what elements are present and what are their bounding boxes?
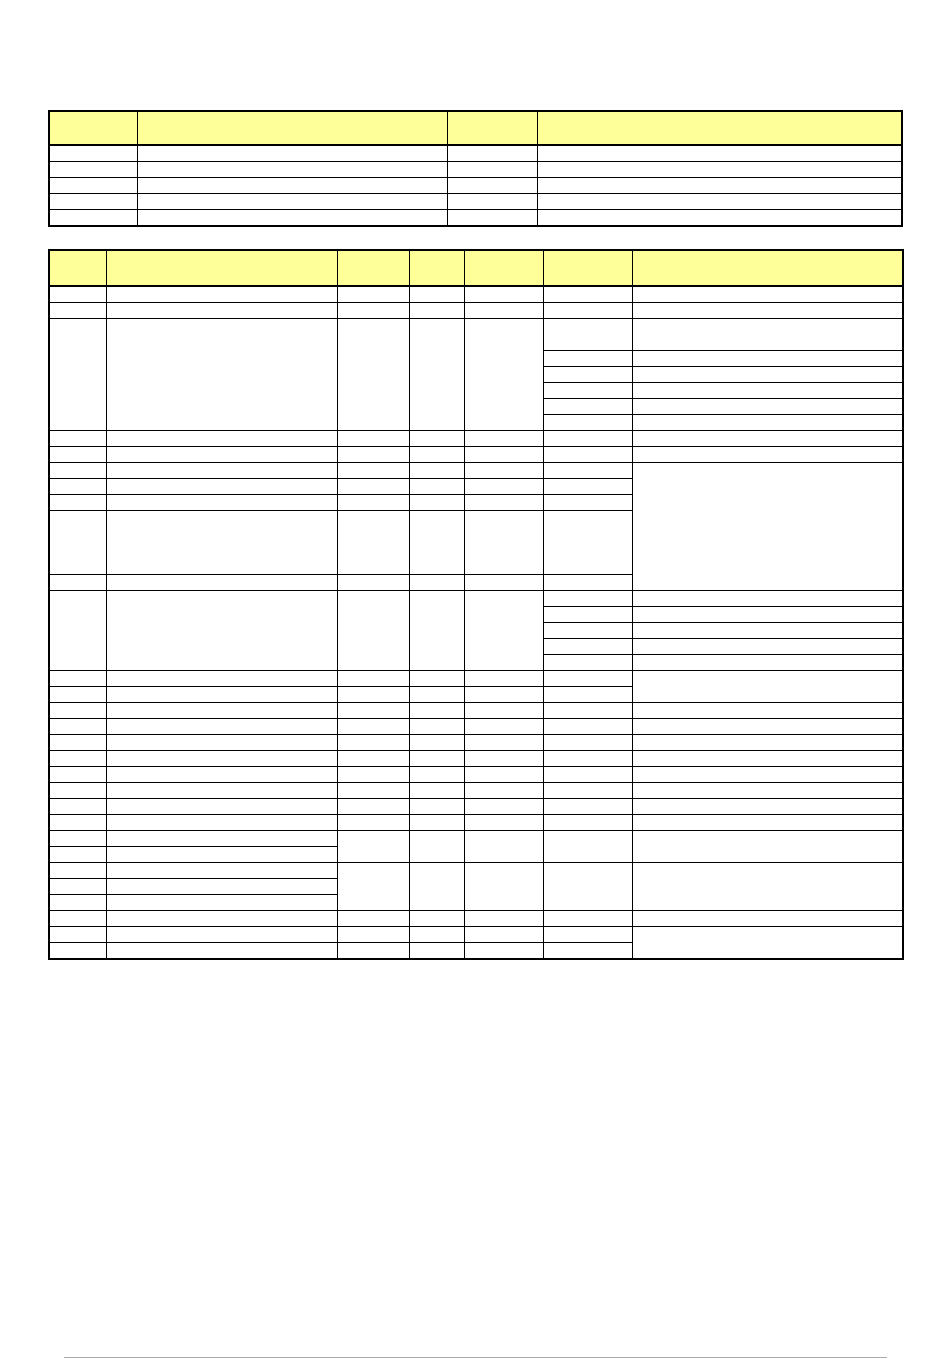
table-cell (543, 927, 632, 943)
column-header (543, 250, 632, 286)
table-cell (464, 767, 543, 783)
table-cell (49, 671, 106, 687)
table-cell (409, 479, 464, 495)
table-cell (409, 911, 464, 927)
table-row (49, 719, 903, 735)
table-cell (464, 479, 543, 495)
column-header (447, 111, 537, 145)
table-cell (543, 863, 632, 911)
table-cell (106, 511, 337, 575)
table-cell (106, 671, 337, 687)
footer-divider (64, 1357, 887, 1358)
table-cell (49, 447, 106, 463)
table-row (49, 815, 903, 831)
table-row (49, 210, 902, 227)
table-cell (49, 847, 106, 863)
table-cell (49, 286, 106, 303)
table-cell (464, 303, 543, 319)
table-cell (543, 399, 632, 415)
table-cell (543, 751, 632, 767)
table-cell (49, 575, 106, 591)
table-cell (632, 639, 903, 655)
table-cell (49, 145, 137, 162)
table-cell (49, 927, 106, 943)
table-cell (337, 687, 409, 703)
table-cell (106, 479, 337, 495)
table-cell (543, 575, 632, 591)
table-cell (409, 591, 464, 671)
table-cell (409, 286, 464, 303)
table-cell (543, 815, 632, 831)
table-cell (49, 479, 106, 495)
table-cell (464, 719, 543, 735)
table-cell (409, 575, 464, 591)
table-cell (632, 607, 903, 623)
table-cell (464, 863, 543, 911)
table-cell (632, 383, 903, 399)
table-cell (409, 927, 464, 943)
table-cell (543, 639, 632, 655)
table-cell (543, 495, 632, 511)
table-cell (337, 671, 409, 687)
table-cell (49, 162, 137, 178)
table-cell (632, 463, 903, 591)
table-cell (543, 783, 632, 799)
table-cell (337, 767, 409, 783)
table-cell (137, 178, 447, 194)
table-row (49, 447, 903, 463)
table-cell (409, 815, 464, 831)
table-cell (543, 607, 632, 623)
table-cell (537, 210, 902, 227)
table-cell (106, 719, 337, 735)
table-cell (409, 511, 464, 575)
table-cell (409, 671, 464, 687)
table-cell (464, 751, 543, 767)
table-cell (106, 863, 337, 879)
table-cell (337, 751, 409, 767)
table-cell (106, 911, 337, 927)
table-cell (543, 415, 632, 431)
table-cell (464, 319, 543, 431)
table-cell (409, 703, 464, 719)
table-cell (49, 431, 106, 447)
table-cell (106, 463, 337, 479)
table-cell (543, 943, 632, 960)
table-cell (106, 815, 337, 831)
table-cell (632, 351, 903, 367)
table-cell (632, 367, 903, 383)
table-cell (543, 383, 632, 399)
table-cell (106, 687, 337, 703)
table-cell (106, 767, 337, 783)
table-row (49, 831, 903, 847)
table-cell (337, 911, 409, 927)
table-cell (632, 863, 903, 911)
table-cell (447, 178, 537, 194)
header-row (49, 250, 903, 286)
table-cell (464, 286, 543, 303)
table-cell (106, 735, 337, 751)
table-cell (632, 751, 903, 767)
table-cell (49, 943, 106, 960)
header-info-table (48, 110, 903, 227)
header-row (49, 111, 902, 145)
table-cell (337, 927, 409, 943)
table-row (49, 463, 903, 479)
table-cell (543, 431, 632, 447)
table-cell (464, 943, 543, 960)
table-cell (543, 286, 632, 303)
table-cell (337, 831, 409, 863)
table-cell (49, 879, 106, 895)
table-cell (464, 703, 543, 719)
table-cell (464, 511, 543, 575)
table-row (49, 591, 903, 607)
table-cell (137, 210, 447, 227)
table-cell (464, 463, 543, 479)
table-cell (537, 145, 902, 162)
column-header (632, 250, 903, 286)
table-cell (464, 911, 543, 927)
table-cell (49, 463, 106, 479)
table-cell (106, 575, 337, 591)
table-cell (632, 415, 903, 431)
table-cell (409, 303, 464, 319)
table-cell (49, 687, 106, 703)
table-row (49, 286, 903, 303)
table-cell (106, 879, 337, 895)
column-header (409, 250, 464, 286)
table-cell (106, 495, 337, 511)
table-cell (632, 799, 903, 815)
table-cell (632, 655, 903, 671)
table-cell (49, 751, 106, 767)
table-cell (543, 367, 632, 383)
table-cell (49, 591, 106, 671)
column-header (49, 250, 106, 286)
table-cell (537, 194, 902, 210)
table-cell (632, 447, 903, 463)
table-cell (632, 399, 903, 415)
table-cell (49, 495, 106, 511)
table-cell (106, 799, 337, 815)
table-cell (337, 863, 409, 911)
table-cell (106, 286, 337, 303)
table-cell (49, 719, 106, 735)
table-cell (409, 799, 464, 815)
table-cell (337, 575, 409, 591)
table-cell (464, 671, 543, 687)
table-cell (409, 319, 464, 431)
table-row (49, 319, 903, 351)
table-cell (337, 783, 409, 799)
table-cell (543, 703, 632, 719)
table-cell (537, 178, 902, 194)
item-detail-table (48, 249, 904, 960)
table-cell (447, 210, 537, 227)
table-cell (447, 145, 537, 162)
table-cell (632, 319, 903, 351)
table-cell (409, 447, 464, 463)
table-cell (409, 719, 464, 735)
table-cell (409, 735, 464, 751)
table-cell (337, 799, 409, 815)
table-cell (409, 495, 464, 511)
table-cell (409, 767, 464, 783)
table-cell (137, 194, 447, 210)
table-cell (49, 303, 106, 319)
table-cell (106, 943, 337, 960)
table-cell (409, 463, 464, 479)
table-row (49, 178, 902, 194)
table-row (49, 927, 903, 943)
table-cell (543, 319, 632, 351)
table-cell (464, 687, 543, 703)
table-cell (49, 831, 106, 847)
table-cell (543, 351, 632, 367)
table-cell (543, 719, 632, 735)
table-cell (632, 623, 903, 639)
table-cell (543, 911, 632, 927)
table-cell (337, 479, 409, 495)
table-row (49, 303, 903, 319)
table-cell (447, 194, 537, 210)
table-cell (106, 831, 337, 847)
table-row (49, 767, 903, 783)
table-cell (106, 895, 337, 911)
table-cell (49, 703, 106, 719)
table-cell (106, 447, 337, 463)
table-cell (137, 145, 447, 162)
table-cell (632, 927, 903, 960)
table-cell (632, 831, 903, 863)
column-header (337, 250, 409, 286)
table-cell (337, 735, 409, 751)
table-cell (543, 623, 632, 639)
table-cell (49, 767, 106, 783)
table-cell (337, 431, 409, 447)
column-header (537, 111, 902, 145)
table-cell (632, 671, 903, 703)
table-row (49, 671, 903, 687)
table-cell (543, 479, 632, 495)
table-cell (543, 687, 632, 703)
table-cell (137, 162, 447, 178)
table-cell (337, 319, 409, 431)
column-header (49, 111, 137, 145)
table-cell (337, 943, 409, 960)
table-cell (49, 210, 137, 227)
table-row (49, 751, 903, 767)
table-cell (543, 511, 632, 575)
table-cell (49, 319, 106, 431)
table-cell (337, 447, 409, 463)
table-cell (632, 911, 903, 927)
table-cell (49, 799, 106, 815)
table-cell (543, 655, 632, 671)
table-cell (632, 815, 903, 831)
table-cell (106, 927, 337, 943)
table-cell (49, 735, 106, 751)
table-row (49, 194, 902, 210)
table-cell (632, 286, 903, 303)
table-cell (543, 767, 632, 783)
table-cell (632, 783, 903, 799)
table-cell (409, 783, 464, 799)
table-row (49, 863, 903, 879)
table-cell (543, 671, 632, 687)
table-cell (337, 815, 409, 831)
table-cell (632, 591, 903, 607)
table-cell (106, 847, 337, 863)
table-cell (537, 162, 902, 178)
table-cell (632, 703, 903, 719)
table-cell (464, 831, 543, 863)
table-cell (106, 591, 337, 671)
table-cell (106, 431, 337, 447)
table-cell (632, 303, 903, 319)
table-cell (409, 863, 464, 911)
table-cell (464, 927, 543, 943)
column-header (137, 111, 447, 145)
table-cell (337, 303, 409, 319)
table-cell (409, 831, 464, 863)
table-cell (464, 783, 543, 799)
table-cell (447, 162, 537, 178)
table-cell (464, 591, 543, 671)
table-cell (337, 719, 409, 735)
table-cell (49, 895, 106, 911)
table-cell (106, 783, 337, 799)
table-cell (337, 703, 409, 719)
table-cell (632, 767, 903, 783)
column-header (464, 250, 543, 286)
table-cell (464, 447, 543, 463)
table-cell (543, 447, 632, 463)
table-cell (543, 591, 632, 607)
table-cell (49, 783, 106, 799)
table-row (49, 735, 903, 751)
table-row (49, 162, 902, 178)
table-cell (106, 303, 337, 319)
table-cell (632, 735, 903, 751)
table-cell (337, 463, 409, 479)
table-cell (464, 735, 543, 751)
table-cell (337, 495, 409, 511)
table-cell (409, 431, 464, 447)
table-cell (106, 751, 337, 767)
table-cell (106, 703, 337, 719)
table-cell (464, 575, 543, 591)
table-cell (543, 463, 632, 479)
table-row (49, 799, 903, 815)
table-cell (49, 511, 106, 575)
table-row (49, 783, 903, 799)
table-row (49, 911, 903, 927)
table-cell (464, 431, 543, 447)
table-cell (49, 194, 137, 210)
table-cell (49, 815, 106, 831)
table-cell (337, 591, 409, 671)
table-cell (409, 943, 464, 960)
table-cell (632, 719, 903, 735)
table-cell (337, 511, 409, 575)
column-header (106, 250, 337, 286)
table-cell (106, 319, 337, 431)
table-cell (409, 687, 464, 703)
table-cell (464, 815, 543, 831)
table-cell (49, 911, 106, 927)
table-cell (337, 286, 409, 303)
table-cell (543, 735, 632, 751)
table-cell (49, 863, 106, 879)
table-cell (409, 751, 464, 767)
table-cell (632, 431, 903, 447)
table-cell (543, 303, 632, 319)
table-row (49, 145, 902, 162)
table-row (49, 703, 903, 719)
table-row (49, 431, 903, 447)
table-cell (464, 799, 543, 815)
table-cell (49, 178, 137, 194)
table-cell (543, 799, 632, 815)
table-cell (464, 495, 543, 511)
table-cell (543, 831, 632, 863)
